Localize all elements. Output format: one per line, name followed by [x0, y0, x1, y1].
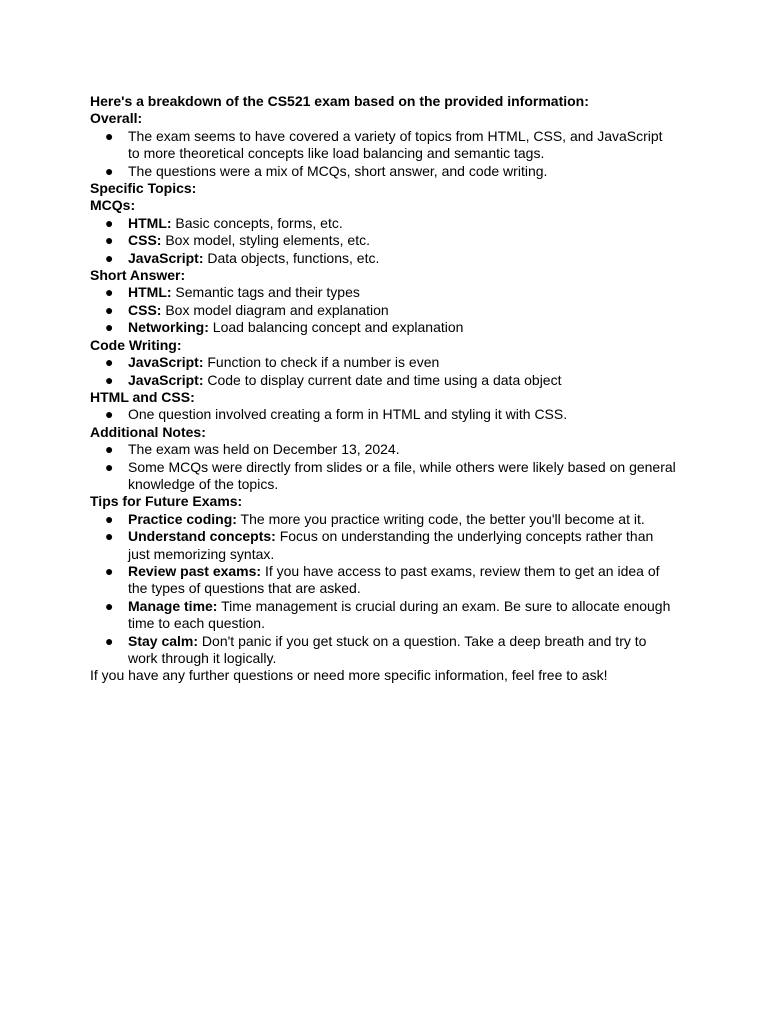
- section-heading: Overall:: [90, 110, 143, 127]
- closing-line: If you have any further questions or need more specific information, feel free to ask!: [90, 667, 608, 684]
- item-term: Stay calm:: [128, 632, 199, 649]
- bullet-icon: ●: [105, 562, 114, 579]
- item-text: Data objects, functions, etc.: [203, 249, 380, 266]
- bullet-list: [90, 511, 678, 668]
- bullet-icon: ●: [105, 301, 114, 318]
- bullet-icon: ●: [105, 319, 114, 336]
- sections-container: [90, 110, 678, 667]
- list-item: [90, 633, 678, 668]
- bullet-icon: ●: [105, 441, 114, 458]
- list-item: [90, 372, 678, 389]
- intro-line: Here's a breakdown of the CS521 exam based on the provided information:: [90, 93, 589, 109]
- list-item: [90, 215, 678, 232]
- item-text: One question involved creating a form in HTML and styling it with CSS.: [128, 406, 568, 423]
- list-item: [90, 598, 678, 633]
- bullet-list: [90, 284, 678, 336]
- list-item: [90, 563, 678, 598]
- item-text: Time management is crucial during an exam. Be sure to allocate enough time to each question.: [128, 597, 671, 632]
- item-term: Manage time:: [128, 597, 218, 614]
- item-term: CSS:: [128, 232, 162, 249]
- item-text: Box model, styling elements, etc.: [161, 232, 370, 249]
- item-text: The more you practice writing code, the better you'll become at it.: [236, 510, 645, 527]
- item-term: Review past exams:: [128, 562, 262, 579]
- item-text: The exam was held on December 13, 2024.: [128, 441, 400, 458]
- bullet-list: [90, 354, 678, 389]
- section-heading: Code Writing:: [90, 336, 182, 353]
- item-text: The questions were a mix of MCQs, short answer, and code writing.: [128, 162, 548, 179]
- bullet-icon: ●: [105, 458, 114, 475]
- bullet-icon: ●: [105, 354, 114, 371]
- list-item: [90, 302, 678, 319]
- item-term: JavaScript:: [128, 371, 204, 388]
- bullet-icon: ●: [105, 232, 114, 249]
- bullet-list: [90, 406, 678, 423]
- list-item: [90, 232, 678, 249]
- list-item: [90, 128, 678, 163]
- bullet-icon: ●: [105, 127, 114, 144]
- item-term: Networking:: [128, 319, 209, 336]
- section-heading: MCQs:: [90, 197, 136, 214]
- section-heading: Short Answer:: [90, 267, 186, 284]
- list-item: [90, 459, 678, 494]
- list-item: [90, 354, 678, 371]
- bullet-icon: ●: [105, 371, 114, 388]
- item-text: Some MCQs were directly from slides or a file, while others were likely based on general knowledge of the topics.: [128, 458, 676, 492]
- item-text: If you have access to past exams, review them to get an idea of the types of questions that are asked.: [128, 562, 660, 597]
- list-item: [90, 319, 678, 336]
- item-term: JavaScript:: [128, 354, 204, 371]
- item-text: Don't panic if you get stuck on a question. Take a deep breath and try to work through it logically.: [128, 632, 647, 666]
- item-term: Practice coding:: [128, 510, 237, 527]
- bullet-icon: ●: [105, 284, 114, 301]
- item-text: Code to display current date and time using a data object: [203, 371, 562, 388]
- bullet-icon: ●: [105, 249, 114, 266]
- list-item: [90, 511, 678, 528]
- item-text: Semantic tags and their types: [171, 284, 360, 301]
- bullet-icon: ●: [105, 406, 114, 423]
- item-text: The exam seems to have covered a variety of topics from HTML, CSS, and JavaScript to more theoretical concepts like load balancing and semantic tags.: [128, 127, 663, 162]
- section-heading: Specific Topics:: [90, 180, 197, 197]
- list-item: [90, 441, 678, 458]
- list-item: [90, 163, 678, 180]
- item-term: HTML:: [128, 284, 172, 301]
- item-text: Focus on understanding the underlying concepts rather than just memorizing syntax.: [128, 528, 654, 562]
- list-item: [90, 284, 678, 301]
- section-heading: HTML and CSS:: [90, 388, 195, 405]
- list-item: [90, 528, 678, 563]
- bullet-icon: ●: [105, 632, 114, 649]
- list-item: [90, 406, 678, 423]
- item-term: JavaScript:: [128, 249, 204, 266]
- bullet-icon: ●: [105, 597, 114, 614]
- bullet-icon: ●: [105, 510, 114, 527]
- bullet-list: [90, 215, 678, 267]
- item-term: CSS:: [128, 301, 162, 318]
- bullet-icon: ●: [105, 162, 114, 179]
- item-text: Basic concepts, forms, etc.: [171, 214, 343, 231]
- list-item: [90, 250, 678, 267]
- bullet-icon: ●: [105, 214, 114, 231]
- item-term: HTML:: [128, 214, 172, 231]
- item-text: Load balancing concept and explanation: [208, 319, 464, 336]
- section-heading: Tips for Future Exams:: [90, 493, 243, 510]
- section-heading: Additional Notes:: [90, 423, 206, 440]
- bullet-icon: ●: [105, 528, 114, 545]
- item-term: Understand concepts:: [128, 528, 276, 545]
- item-text: Function to check if a number is even: [203, 354, 440, 371]
- bullet-list: [90, 128, 678, 180]
- item-text: Box model diagram and explanation: [161, 301, 389, 318]
- bullet-list: [90, 441, 678, 493]
